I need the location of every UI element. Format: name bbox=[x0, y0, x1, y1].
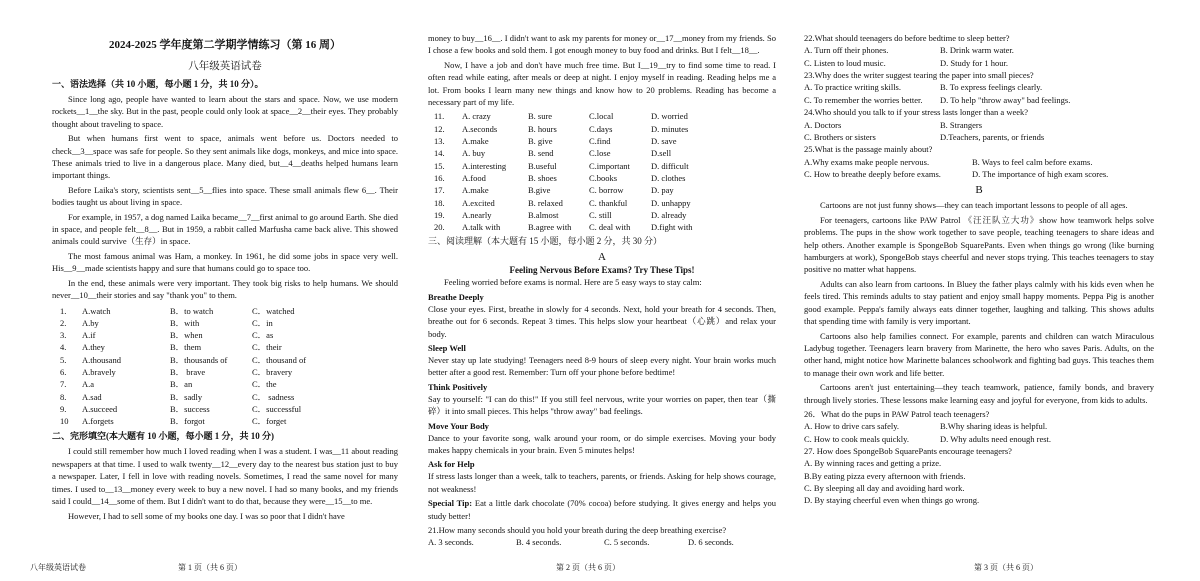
question-21: 21.How many seconds should you hold your breath during the deep breathing exercise? bbox=[428, 525, 727, 536]
option-row: 13. A.make B. give C.find D. save bbox=[434, 136, 677, 147]
tip-heading: Sleep Well bbox=[428, 343, 466, 354]
tip-heading: Ask for Help bbox=[428, 459, 475, 470]
question-22-options: C. Listen to loud music. D. Study for 1 hour. bbox=[804, 57, 1008, 68]
question-23-options: C. To remember the worries better. D. To help "throw away" bad feelings. bbox=[804, 94, 1071, 105]
passage-paragraph: For example, in 1957, a dog named Laika became__7__first animal to go around Earth. She died in space, and people felt__8__. But in 1959, a rabbit called Marfusha came back alive. This showed animals could survive（生存）in space. bbox=[52, 211, 398, 247]
question-27-option: A. By winning races and getting a prize. bbox=[804, 458, 942, 469]
question-25-options: A.Why exams make people nervous. B. Ways to feel calm before exams. bbox=[804, 156, 1093, 167]
passage-a-title: Feeling Nervous Before Exams? Try These Tips! bbox=[509, 265, 695, 276]
special-tip-heading: Special Tip: bbox=[428, 498, 473, 509]
footer-page-2: 第 2 页（共 6 页） bbox=[556, 563, 620, 572]
option-row: 9. A.succeed B．success C．successful bbox=[60, 403, 302, 414]
option-row: 18. A.excited B. relaxed C. thankful D. unhappy bbox=[434, 197, 691, 208]
option-row: 11. A. crazy B. sure C.local D. worried bbox=[434, 111, 688, 122]
passage-b-paragraph: For teenagers, cartoons like PAW Patrol 《汪汪队立大功》show how teamwork helps solve problems. The pups in the show work together to save people, teaching teenagers to share ideas and help others. Another example is SpongeBob SquarePants. Even when things go wrong (like burning hamburgers at work), SpongeBob stays cheerful and never stops trying. This teaches teenagers to stay positive no matter what happens. bbox=[804, 214, 1154, 275]
option-row: 3. A.if B．when C．as bbox=[60, 330, 274, 341]
option-row: 12. A.seconds B. hours C.days D. minutes bbox=[434, 123, 689, 134]
option-row: 20. A.talk with B.agree with C. deal with D.fight with bbox=[434, 222, 693, 233]
tip-text: Close your eyes. First, breathe in slowly for 4 seconds. Next, hold your breath for 4 seconds. Then, breathe out for 6 seconds. Repeat 3 times. This helps slow your heartbeat（心跳）and relax your body. bbox=[428, 303, 776, 339]
tip-heading: Think Positively bbox=[428, 381, 488, 392]
option-row: 6. A.bravely B． brave C．bravery bbox=[60, 366, 293, 377]
cloze-options bbox=[434, 110, 776, 233]
page-1-column bbox=[52, 34, 398, 559]
exam-title: 2024-2025 学年度第二学期学情练习（第 16 周） bbox=[109, 39, 341, 51]
passage-b-paragraph: Cartoons also help families connect. For example, parents and children can watch Miraculous Ladybug together. Teenagers learn bravery from Marinette, the hero who saves Paris. Adults, on the other hand, might notice how Marinette balances schoolwork and fighting bad guys. This teaches them to manage their own work and life better. bbox=[804, 330, 1154, 378]
tip-text: Never stay up late studying! Teenagers need 8-9 hours of sleep every night. Your brain works much better after a good rest. Remember: Turn off your phone before bedtime! bbox=[428, 355, 776, 378]
page-2-column bbox=[428, 32, 776, 559]
option-row: 2. A.by B．with C．in bbox=[60, 317, 273, 328]
question-27-option: B.By eating pizza every afternoon with friends. bbox=[804, 470, 966, 481]
option-row: 16. A.food B. shoes C.books D. clothes bbox=[434, 172, 686, 183]
question-24-options: A. Doctors B. Strangers bbox=[804, 119, 983, 130]
option-row: 4. A.they B．them C．their bbox=[60, 342, 282, 353]
page-3-column bbox=[804, 32, 1154, 559]
passage-paragraph: In the end, these animals were very important. They took big risks to help humans. We should never__10__their stories and say "thank you" to them. bbox=[52, 277, 398, 301]
footer-page-1: 第 1 页（共 6 页） bbox=[178, 563, 242, 572]
question-27-option: D. By staying cheerful even when things go wrong. bbox=[804, 495, 980, 506]
section-reading-heading: 三、阅读理解（本大题有 15 小题，每小题 2 分，共 30 分） bbox=[428, 236, 663, 247]
question-26-options: A. How to drive cars safely. B.Why sharing ideas is helpful. bbox=[804, 421, 1048, 432]
question-26-options: C. How to cook meals quickly. D. Why adults need enough rest. bbox=[804, 433, 1052, 444]
passage-paragraph: But when humans first went to space, animals went before us. Doctors needed to check__3__space was safe for people. So they sent animals like dogs, monkeys, and mice into space. These animals tried to live in a dangerous place. Many died, but__4__deaths helped humans learn important things. bbox=[52, 133, 398, 181]
passage-paragraph: Before Laika's story, scientists sent__5__flies into space. These small animals flew 6__. Their bodies taught us about living in space. bbox=[52, 184, 398, 208]
passage-paragraph: Since long ago, people have wanted to learn about the stars and space. Now, we use modern rockets__1__the sky. But in the past, people could only look at space__2__their eyes. They probably thought about traveling to space. bbox=[52, 94, 398, 129]
question-21-options: A. 3 seconds. B. 4 seconds. C. 5 seconds. D. 6 seconds. bbox=[428, 537, 734, 548]
question-24: 24.Who should you talk to if your stress lasts longer than a week? bbox=[804, 107, 1029, 118]
grammar-options bbox=[60, 305, 398, 428]
special-tip bbox=[428, 497, 776, 522]
passage-b-paragraph: Adults can also learn from cartoons. In Bluey the father plays calmly with his kids even when he feels tired. This reminds adults to stay patient and enjoy small happy moments. Peppa Pig is another good example. Peppa's family always eats dinner together, laughing and talking. This shows adults that spending time with family is very important. bbox=[804, 278, 1154, 327]
special-tip-text: Eat a little dark chocolate (70% cocoa) before studying. It gives energy and helps you study better! bbox=[428, 498, 776, 521]
question-27: 27. How does SpongeBob SquarePants encourage teenagers? bbox=[804, 446, 1012, 457]
passage-b-letter: B bbox=[975, 184, 983, 197]
cloze-paragraph: I could still remember how much I loved reading when I was a student. I was__11 about reading newspapers at that time. I used to walk twenty__12__every day to the nearest bus station just to buy a newspaper. Later, I fell in love with reading novels. Sometimes, I read the same novel for many times. I used to__13__money every week to buy a new novel. I had so many books, and my friends said I could__14__some of them. But I didn't want to do that, because they were__15__to me. bbox=[52, 446, 398, 507]
section-cloze-heading: 二、完形填空(本大题有 10 小题，每小题 1 分，共 10 分) bbox=[52, 431, 274, 442]
question-27-option: C. By sleeping all day and avoiding hard work. bbox=[804, 482, 965, 493]
passage-b-paragraph: Cartoons are not just funny shows—they can teach important lessons to people of all ages. bbox=[820, 200, 1128, 211]
passage-paragraph: The most famous animal was Ham, a monkey. In 1961, he did some jobs in space very well. His__9__made scientists happy and sure that humans could go to space too. bbox=[52, 250, 398, 274]
cloze-paragraph: Now, I have a job and don't have much free time. But I__19__try to find some time to read. I often read while eating, after meals or deep at night. I enjoy myself in reading. Reading helps me a lot. From books I learn many new things and know how to 20 problems. Reading has become a necessary part of my life. bbox=[428, 59, 776, 108]
option-row: 7. A.a B．an C．the bbox=[60, 379, 277, 390]
option-row: 10 A.forgets B．forgot C．forget bbox=[60, 416, 287, 427]
question-24-options: C. Brothers or sisters D.Teachers, parents, or friends bbox=[804, 131, 1045, 142]
cloze-paragraph: money to buy__16__. I didn't want to ask my parents for money or__17__money from my friends. So I chose a few books and sold them. I got enough money to buy food and drinks. But I felt__18__. bbox=[428, 33, 776, 56]
option-row: 14. A. buy B. send C.lose D.sell bbox=[434, 148, 672, 159]
question-25-options: C. How to breathe deeply before exams. D. The importance of high exam scores. bbox=[804, 169, 1109, 180]
option-row: 1. A.watch B．to watch C．watched bbox=[60, 305, 295, 316]
exam-subtitle: 八年级英语试卷 bbox=[188, 61, 262, 72]
option-row: 19. A.nearly B.almost C. still D. already bbox=[434, 209, 687, 220]
tip-heading: Move Your Body bbox=[428, 420, 489, 431]
tip-text: Say to yourself: "I can do this!" If you still feel nervous, write your worries on paper, then tear（撕碎）it into small pieces. This helps "throw away" bad feelings. bbox=[428, 393, 776, 417]
passage-b-paragraph: Cartoons aren't just entertaining—they teach teamwork, patience, family bonds, and bravery through lively stories. These lessons make learning easy and joyful for everyone, from kids to adults. bbox=[804, 382, 1154, 405]
option-row: 5. A.thousand B．thousands of C．thousand of bbox=[60, 354, 307, 365]
section-grammar-heading: 一、语法选择（共 10 小题，每小题 1 分，共 10 分）。 bbox=[52, 79, 264, 89]
footer-page-3: 第 3 页（共 6 页） bbox=[974, 563, 1038, 572]
option-row: 8. A.sad B．sadly C． sadness bbox=[60, 391, 295, 402]
question-22-options: A. Turn off their phones. B. Drink warm water. bbox=[804, 45, 1014, 56]
option-row: 15. A.interesting B.useful C.important D. difficult bbox=[434, 160, 689, 171]
footer-left-label: 八年级英语试卷 bbox=[30, 563, 86, 572]
tip-heading: Breathe Deeply bbox=[428, 291, 484, 302]
passage-a-letter: A bbox=[598, 251, 606, 264]
passage-a-intro: Feeling worried before exams is normal. Here are 5 easy ways to stay calm: bbox=[444, 277, 702, 288]
question-23: 23.Why does the writer suggest tearing the paper into small pieces? bbox=[804, 70, 1034, 81]
question-26: 26．What do the pups in PAW Patrol teach teenagers? bbox=[804, 408, 990, 419]
question-23-options: A. To practice writing skills. B. To express feelings clearly. bbox=[804, 82, 1043, 93]
tip-text: Dance to your favorite song, walk around your room, or do simple exercises. Moving your body makes happy chemicals in your brain. Even 5 minutes helps! bbox=[428, 432, 776, 456]
question-25: 25.What is the passage mainly about? bbox=[804, 144, 933, 155]
option-row: 17. A.make B.give C. borrow D. pay bbox=[434, 185, 674, 196]
question-22: 22.What should teenagers do before bedtime to sleep better? bbox=[804, 33, 1010, 43]
cloze-paragraph: However, I had to sell some of my books one day. I was so poor that I didn't have bbox=[68, 510, 345, 521]
tip-text: If stress lasts longer than a week, talk to teachers, parents, or friends. Asking for help shows courage, not weakness! bbox=[428, 471, 776, 494]
